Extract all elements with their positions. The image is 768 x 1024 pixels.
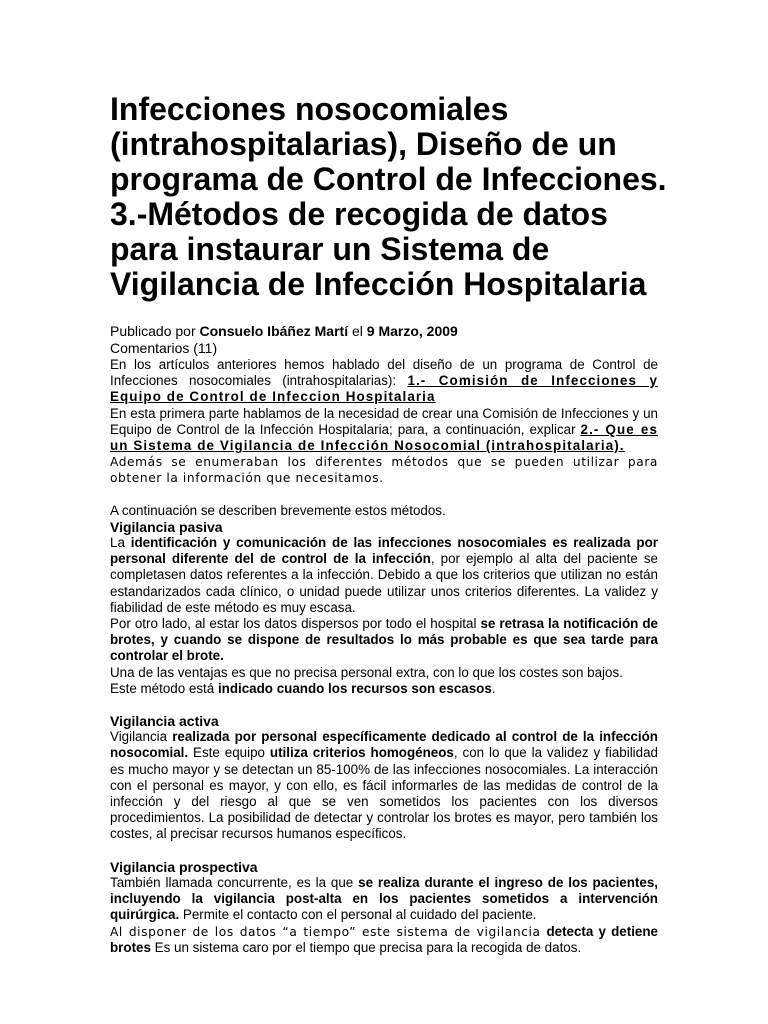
article-title	[110, 92, 750, 302]
text: Es un sistema caro por el tiempo que precisa para la recogida de datos.	[150, 939, 582, 955]
title-line: 3.-Métodos de recogida de datos	[110, 196, 608, 232]
spacer	[110, 697, 658, 713]
text: También llamada concurrente, es la que	[110, 874, 359, 890]
prospectiva-paragraph-2	[110, 924, 658, 956]
text: , con lo que la validez y fiabilidad es mucho mayor y se detectan un 85-100% de las infecciones nosocomiales. La interacción con el personal es mayor, y con ello, es fácil informarles de las medidas de control de la infección y del riesgo al que se ven sometidos los pacientes con los diversos procedimientos. La posibilidad de detectar y controlar los brotes es mayor, pero también los costes, al precisar recursos humanos específicos.	[110, 745, 658, 842]
text: La	[110, 535, 131, 551]
intro-text: En esta primera parte hablamos de la necesidad de crear una Comisión de Infecciones y un Equipo de Control de la Infección Hospitalaria; para, a continuación, explicar	[110, 405, 658, 437]
bold-text: utiliza criterios homogéneos	[269, 745, 454, 761]
pasiva-paragraph-3: Una de las ventajas es que no precisa personal extra, con lo que los costes son bajos.	[110, 664, 623, 680]
text: .	[491, 680, 496, 696]
intro-paragraph-2	[110, 406, 658, 455]
author-name: Consuelo Ibáñez Martí	[199, 323, 349, 339]
title-line: para instaurar un Sistema de	[110, 231, 550, 267]
pasiva-paragraph-2	[110, 616, 658, 665]
bold-text: se realiza durante el ingreso de los pacientes, incluyendo la vigilancia post-alta en los pacientes sometidos a intervención quirúrgica.	[110, 874, 658, 923]
intro-paragraph-4: A continuación se describen brevemente estos métodos.	[110, 502, 446, 518]
bold-text: se retrasa la notificación de brotes, y cuando se dispone de resultados lo más probable es que sea tarde para controlar el brote.	[110, 616, 658, 664]
link-sistema-vigilancia[interactable]: 2.- Que es un Sistema de Vigilancia de Infección Nosocomial (intrahospitalaria).	[110, 421, 658, 454]
spacer	[110, 487, 658, 503]
intro-paragraph-3: Además se enumeraban los diferentes métodos que se pueden utilizar para obtener la información que necesitamos.	[110, 455, 658, 486]
heading-vigilancia-activa: Vigilancia activa	[110, 713, 219, 730]
text: Permite el contacto con el personal al cuidado del paciente.	[179, 907, 537, 923]
activa-paragraph-1	[110, 729, 658, 842]
pasiva-paragraph-4	[110, 681, 658, 697]
spacer	[110, 843, 658, 859]
pasiva-paragraph-1	[110, 535, 658, 616]
text: Al disponer de los datos “a tiempo” este sistema de vigilancia	[110, 924, 547, 939]
publish-date: 9 Marzo, 2009	[366, 323, 458, 339]
intro-paragraph-1	[110, 357, 658, 406]
heading-vigilancia-prospectiva: Vigilancia prospectiva	[110, 858, 258, 875]
prospectiva-paragraph-1	[110, 875, 658, 924]
title-line: programa de Control de Infecciones.	[110, 161, 667, 197]
comments-count: Comentarios (11)	[110, 340, 218, 356]
heading-vigilancia-pasiva: Vigilancia pasiva	[110, 518, 223, 535]
byline-prefix: Publicado por	[110, 323, 200, 339]
text: Este equipo	[188, 745, 270, 761]
text: Este método está	[110, 680, 218, 696]
intro-text: En los artículos anteriores hemos hablado del diseño de un programa de Control de Infecciones nosocomiales (intrahospitalarias):	[110, 357, 658, 389]
title-line: Vigilancia de Infección Hospitalaria	[110, 266, 647, 302]
title-line: (intrahospitalarias), Diseño de un	[110, 126, 617, 162]
text: Vigilancia	[110, 729, 173, 745]
bold-text: detecta y detiene brotes	[110, 923, 658, 955]
text: , por ejemplo al alta del paciente se completasen datos referentes a la infección. Debido a que los criterios que utilizan no están estandarizados cada clínico, o unidad puede utilizar unos criterios diferentes. La validez y fiabilidad de este método es muy escasa.	[110, 551, 658, 615]
bold-text: indicado cuando los recursos son escasos	[217, 680, 492, 696]
bold-text: identificación y comunicación de las infecciones nosocomiales es realizada por personal diferente del de control de la infección	[110, 535, 658, 567]
text: Por otro lado, al estar los datos dispersos por todo el hospital	[110, 616, 481, 632]
article-body	[110, 323, 658, 956]
title-line: Infecciones nosocomiales	[110, 91, 509, 127]
bold-text: realizada por personal específicamente dedicado al control de la infección nosocomial.	[110, 729, 658, 761]
byline-connector: el	[348, 323, 367, 339]
byline	[110, 323, 658, 340]
link-comision-infecciones[interactable]: 1.- Comisión de Infecciones y Equipo de Control de Infeccion Hospitalaria	[110, 373, 658, 405]
